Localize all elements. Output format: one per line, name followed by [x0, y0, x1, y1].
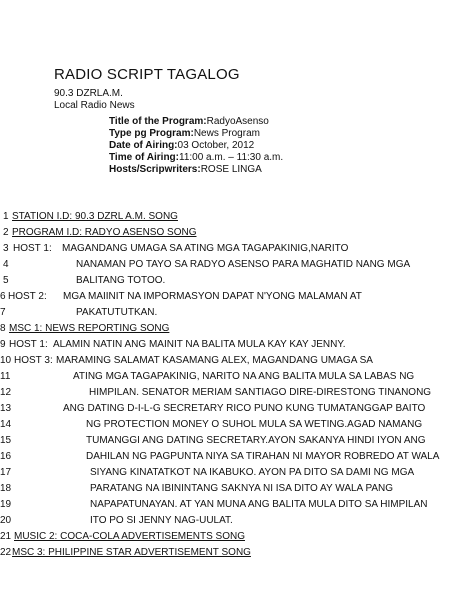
line-number: 16	[0, 451, 12, 462]
airing-time-row	[109, 152, 283, 164]
line-number: 6	[0, 291, 6, 302]
meta-label: Date of Airing:	[109, 140, 178, 152]
line-text: MGA MAIINIT NA IMPORMASYON DAPAT N'YONG MALAMAN AT	[63, 291, 362, 302]
program-title-row	[109, 116, 283, 128]
line-number: 20	[0, 515, 12, 526]
line-number: 8	[0, 323, 6, 334]
speaker-label: HOST 2:	[8, 291, 47, 302]
line-number: 10	[0, 355, 12, 366]
program-type-row	[109, 128, 283, 140]
program-info	[109, 116, 283, 176]
line-text: ANG DATING D-I-L-G SECRETARY RICO PUNO KUNG TUMATANGGAP BAITO	[63, 403, 426, 414]
line-number: 5	[3, 275, 9, 286]
line-number: 14	[0, 419, 12, 430]
line-text: SIYANG KINATATKOT NA IKABUKO. AYON PA DITO SA DAMI NG MGA	[90, 467, 415, 478]
line-text: PARATANG NA IBININTANG SAKNYA NI ISA DITO AY WALA PANG	[90, 483, 394, 494]
line-number: 4	[3, 259, 9, 270]
meta-label: Time of Airing:	[109, 152, 179, 164]
line-number: 17	[0, 467, 12, 478]
line-text: MSC 3: PHILIPPINE STAR ADVERTISEMENT SONG	[12, 547, 251, 558]
line-text: HIMPILAN. SENATOR MERIAM SANTIAGO DIRE-DIRESTONG TINANONG	[89, 387, 432, 398]
line-text: NANAMAN PO TAYO SA RADYO ASENSO PARA MAGHATID NANG MGA	[76, 259, 411, 270]
line-number: 1	[3, 211, 9, 222]
meta-label: Hosts/Scripwriters:	[109, 164, 201, 176]
station-block	[54, 88, 135, 112]
line-text: PAKATUTUTKAN.	[76, 307, 158, 318]
line-text: MSC 1: NEWS REPORTING SONG	[9, 323, 170, 334]
line-number: 7	[0, 307, 6, 318]
line-text: BALITANG TOTOO.	[76, 275, 166, 286]
line-text: TUMANGGI ANG DATING SECRETARY.AYON SAKANYA HINDI IYON ANG	[86, 435, 426, 446]
line-text: MUSIC 2: COCA-COLA ADVERTISEMENTS SONG	[14, 531, 245, 542]
line-text: NAPAPATUNAYAN. AT YAN MUNA ANG BALITA MULA DITO SA HIMPILAN	[90, 499, 428, 510]
line-text: ALAMIN NATIN ANG MAINIT NA BALITA MULA KAY KAY JENNY.	[53, 339, 346, 350]
line-number: 19	[0, 499, 12, 510]
line-number: 12	[0, 387, 12, 398]
speaker-label: HOST 1:	[9, 339, 48, 350]
line-text: STATION I.D: 90.3 DZRL A.M. SONG	[12, 211, 178, 222]
document-title: RADIO SCRIPT TAGALOG	[54, 66, 240, 83]
line-number: 21	[0, 531, 12, 542]
speaker-label: HOST 1:	[13, 243, 52, 254]
line-number: 15	[0, 435, 12, 446]
speaker-label: HOST 3:	[14, 355, 53, 366]
line-number: 11	[0, 371, 11, 382]
meta-value: News Program	[193, 128, 260, 140]
meta-value: ROSE LINGA	[200, 164, 262, 176]
line-text: ITO PO SI JENNY NAG-UULAT.	[90, 515, 233, 526]
line-number: 13	[0, 403, 12, 414]
line-number: 22	[0, 547, 12, 558]
meta-value: 11:00 a.m. – 11:30 a.m.	[179, 152, 284, 164]
line-number: 18	[0, 483, 12, 494]
hosts-row	[109, 164, 283, 176]
line-text: MARAMING SALAMAT KASAMANG ALEX, MAGANDANG UMAGA SA	[56, 355, 373, 366]
meta-label: Title of the Program:	[109, 116, 207, 127]
meta-value: 03 October, 2012	[177, 140, 255, 152]
meta-value: RadyoAsenso	[206, 116, 269, 127]
line-number: 2	[3, 227, 9, 238]
airing-date-row	[109, 140, 283, 152]
line-text: DAHILAN NG PAGPUNTA NIYA SA TIRAHAN NI MAYOR ROBREDO AT WALA	[86, 451, 440, 462]
station-frequency: 90.3 DZRLA.M.	[54, 88, 123, 99]
line-text: ATING MGA TAGAPAKINIG, NARITO NA ANG BALITA MULA SA LABAS NG	[73, 371, 415, 382]
station-description: Local Radio News	[54, 100, 135, 111]
line-number: 3	[3, 243, 9, 254]
line-text: PROGRAM I.D: RADYO ASENSO SONG	[12, 227, 197, 238]
line-text: NG PROTECTION MONEY O SUHOL MULA SA WETING.AGAD NAMANG	[86, 419, 423, 430]
line-text: MAGANDANG UMAGA SA ATING MGA TAGAPAKINIG,NARITO	[62, 243, 349, 254]
meta-label: Type pg Program:	[109, 128, 194, 140]
line-number: 9	[0, 339, 6, 350]
